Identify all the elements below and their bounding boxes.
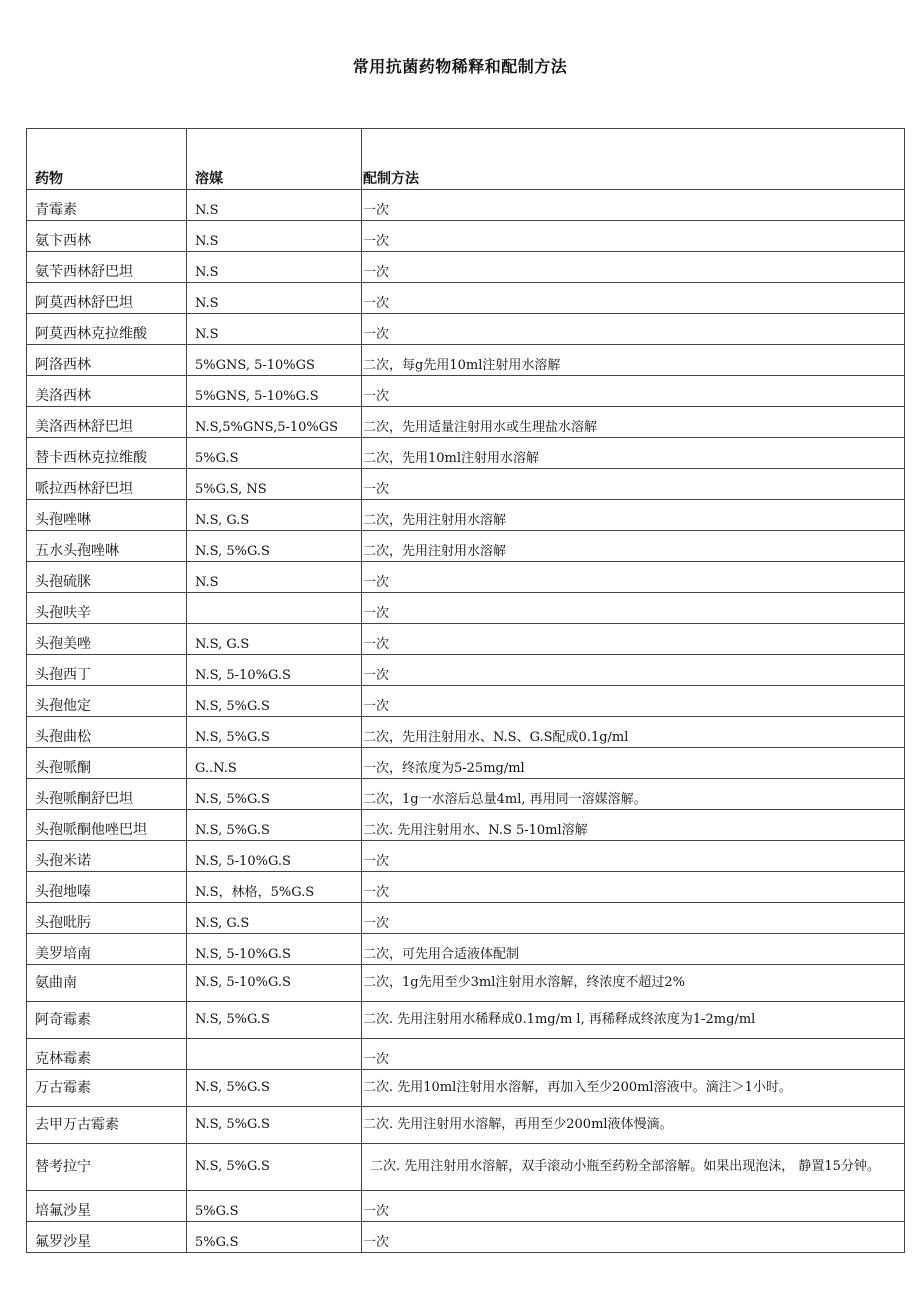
solvent-cell: N.S, 5-10%G.S [187, 934, 362, 965]
method-cell: 二次. 先用注射用水稀释成0.1mg/m l, 再稀释成终浓度为1-2mg/ml [362, 1002, 905, 1039]
header-drug: 药物 [27, 159, 187, 190]
header-solvent: 溶媒 [187, 159, 362, 190]
table-row [27, 469, 905, 500]
method-cell: 一次 [362, 872, 905, 903]
drug-cell: 万古霉素 [27, 1070, 187, 1107]
drug-cell: 美洛西林 [27, 376, 187, 407]
solvent-cell: N.S, G.S [187, 903, 362, 934]
table-row [27, 1107, 905, 1144]
drug-cell: 阿莫西林克拉维酸 [27, 314, 187, 345]
table-top-spacer [27, 129, 905, 160]
method-cell: 一次 [362, 1039, 905, 1070]
table-row [27, 283, 905, 314]
solvent-cell: N.S, G.S [187, 500, 362, 531]
solvent-cell: 5%G.S [187, 1222, 362, 1253]
drug-cell: 头孢哌酮舒巴坦 [27, 779, 187, 810]
solvent-cell: N.S, 5%G.S [187, 1070, 362, 1107]
method-cell: 一次 [362, 190, 905, 221]
table-row [27, 1002, 905, 1039]
drug-cell: 阿洛西林 [27, 345, 187, 376]
solvent-cell: 5%GNS, 5-10%G.S [187, 376, 362, 407]
solvent-cell: N.S [187, 190, 362, 221]
table-row [27, 748, 905, 779]
drug-cell: 头孢吡肟 [27, 903, 187, 934]
drug-cell: 头孢西丁 [27, 655, 187, 686]
solvent-cell: N.S [187, 283, 362, 314]
method-cell: 二次. 先用10ml注射用水溶解，再加入至少200ml溶液中。滴注＞1小时。 [362, 1070, 905, 1107]
table-row [27, 717, 905, 748]
method-cell: 二次，先用注射用水、N.S、G.S配成0.1g/ml [362, 717, 905, 748]
table-row [27, 686, 905, 717]
drug-cell: 氨苄西林舒巴坦 [27, 252, 187, 283]
table-row [27, 531, 905, 562]
table-row [27, 655, 905, 686]
drug-cell: 阿奇霉素 [27, 1002, 187, 1039]
solvent-cell: N.S, 5%G.S [187, 717, 362, 748]
method-cell: 二次，先用注射用水溶解 [362, 531, 905, 562]
method-cell: 一次 [362, 1222, 905, 1253]
table-row [27, 376, 905, 407]
table-row [27, 872, 905, 903]
method-cell: 一次 [362, 469, 905, 500]
solvent-cell: 5%G.S, NS [187, 469, 362, 500]
solvent-cell: N.S, 5%G.S [187, 531, 362, 562]
drug-cell: 克林霉素 [27, 1039, 187, 1070]
solvent-cell: N.S, G.S [187, 624, 362, 655]
table-row [27, 934, 905, 965]
table-row [27, 593, 905, 624]
method-cell: 二次，先用注射用水溶解 [362, 500, 905, 531]
drug-cell: 头孢唑啉 [27, 500, 187, 531]
solvent-cell: 5%G.S [187, 438, 362, 469]
solvent-cell: N.S, 5%G.S [187, 779, 362, 810]
solvent-cell: N.S [187, 221, 362, 252]
solvent-cell: G..N.S [187, 748, 362, 779]
drug-cell: 美洛西林舒巴坦 [27, 407, 187, 438]
drug-cell: 头孢哌酮 [27, 748, 187, 779]
solvent-cell [187, 1039, 362, 1070]
method-cell: 二次，先用适量注射用水或生理盐水溶解 [362, 407, 905, 438]
drug-cell: 氨曲南 [27, 965, 187, 1002]
table-row [27, 1191, 905, 1222]
method-cell: 一次 [362, 686, 905, 717]
drug-dilution-table [26, 128, 905, 1253]
drug-cell: 头孢美唑 [27, 624, 187, 655]
method-cell: 一次 [362, 841, 905, 872]
method-cell: 一次 [362, 283, 905, 314]
table-row [27, 624, 905, 655]
method-cell: 二次，1g先用至少3ml注射用水溶解，终浓度不超过2% [362, 965, 905, 1002]
method-cell: 一次 [362, 252, 905, 283]
solvent-cell: N.S, 5%G.S [187, 1144, 362, 1191]
solvent-cell: N.S, 5%G.S [187, 1002, 362, 1039]
drug-cell: 哌拉西林舒巴坦 [27, 469, 187, 500]
drug-cell: 青霉素 [27, 190, 187, 221]
method-cell: 二次. 先用注射用水溶解，再用至少200ml液体慢滴。 [362, 1107, 905, 1144]
method-cell: 一次 [362, 562, 905, 593]
method-cell: 二次，先用10ml注射用水溶解 [362, 438, 905, 469]
drug-cell: 替考拉宁 [27, 1144, 187, 1191]
method-cell: 二次，每g先用10ml注射用水溶解 [362, 345, 905, 376]
drug-cell: 头孢哌酮他唑巴坦 [27, 810, 187, 841]
table-row [27, 1070, 905, 1107]
table-row [27, 221, 905, 252]
table-row [27, 562, 905, 593]
method-cell: 二次，1g一水溶后总量4ml, 再用同一溶媒溶解。 [362, 779, 905, 810]
method-cell: 一次 [362, 624, 905, 655]
solvent-cell: N.S，林格，5%G.S [187, 872, 362, 903]
table-row [27, 314, 905, 345]
solvent-cell: N.S, 5%G.S [187, 686, 362, 717]
drug-cell: 五水头孢唑啉 [27, 531, 187, 562]
header-method: 配制方法 [362, 159, 905, 190]
method-cell: 一次 [362, 593, 905, 624]
drug-cell: 美罗培南 [27, 934, 187, 965]
solvent-cell: N.S, 5%G.S [187, 810, 362, 841]
table-row [27, 1222, 905, 1253]
drug-cell: 去甲万古霉素 [27, 1107, 187, 1144]
solvent-cell: N.S, 5%G.S [187, 1107, 362, 1144]
method-cell: 一次 [362, 376, 905, 407]
solvent-cell [187, 593, 362, 624]
table-row [27, 438, 905, 469]
method-cell: 一次 [362, 655, 905, 686]
table-header-row [27, 159, 905, 190]
method-cell: 一次 [362, 903, 905, 934]
drug-cell: 培氟沙星 [27, 1191, 187, 1222]
solvent-cell: N.S [187, 252, 362, 283]
table-row [27, 841, 905, 872]
method-cell: 一次，终浓度为5-25mg/ml [362, 748, 905, 779]
drug-cell: 头孢米诺 [27, 841, 187, 872]
method-cell: 二次. 先用注射用水溶解，双手滚动小瓶至药粉全部溶解。如果出现泡沫， 静置15分钟。 [362, 1144, 905, 1191]
drug-cell: 头孢曲松 [27, 717, 187, 748]
table-row [27, 190, 905, 221]
drug-cell: 氟罗沙星 [27, 1222, 187, 1253]
solvent-cell: N.S [187, 314, 362, 345]
table-row [27, 810, 905, 841]
document-title: 常用抗菌药物稀释和配制方法 [352, 57, 568, 76]
drug-cell: 替卡西林克拉维酸 [27, 438, 187, 469]
table-row [27, 252, 905, 283]
solvent-cell: N.S [187, 562, 362, 593]
drug-cell: 氨卞西林 [27, 221, 187, 252]
table-row [27, 500, 905, 531]
solvent-cell: N.S, 5-10%G.S [187, 965, 362, 1002]
solvent-cell: 5%G.S [187, 1191, 362, 1222]
method-cell: 二次. 先用注射用水、N.S 5-10ml溶解 [362, 810, 905, 841]
drug-cell: 头孢呋辛 [27, 593, 187, 624]
table-row [27, 903, 905, 934]
solvent-cell: N.S, 5-10%G.S [187, 655, 362, 686]
table-row [27, 407, 905, 438]
solvent-cell: N.S, 5-10%G.S [187, 841, 362, 872]
method-cell: 一次 [362, 221, 905, 252]
method-cell: 一次 [362, 1191, 905, 1222]
table-row [27, 345, 905, 376]
table-row [27, 965, 905, 1002]
drug-cell: 头孢地嗪 [27, 872, 187, 903]
solvent-cell: 5%GNS, 5-10%GS [187, 345, 362, 376]
method-cell: 一次 [362, 314, 905, 345]
drug-cell: 头孢硫脒 [27, 562, 187, 593]
table-row [27, 1144, 905, 1191]
drug-cell: 头孢他定 [27, 686, 187, 717]
table-row [27, 779, 905, 810]
drug-cell: 阿莫西林舒巴坦 [27, 283, 187, 314]
table-row [27, 1039, 905, 1070]
solvent-cell: N.S,5%GNS,5-10%GS [187, 407, 362, 438]
method-cell: 二次，可先用合适液体配制 [362, 934, 905, 965]
